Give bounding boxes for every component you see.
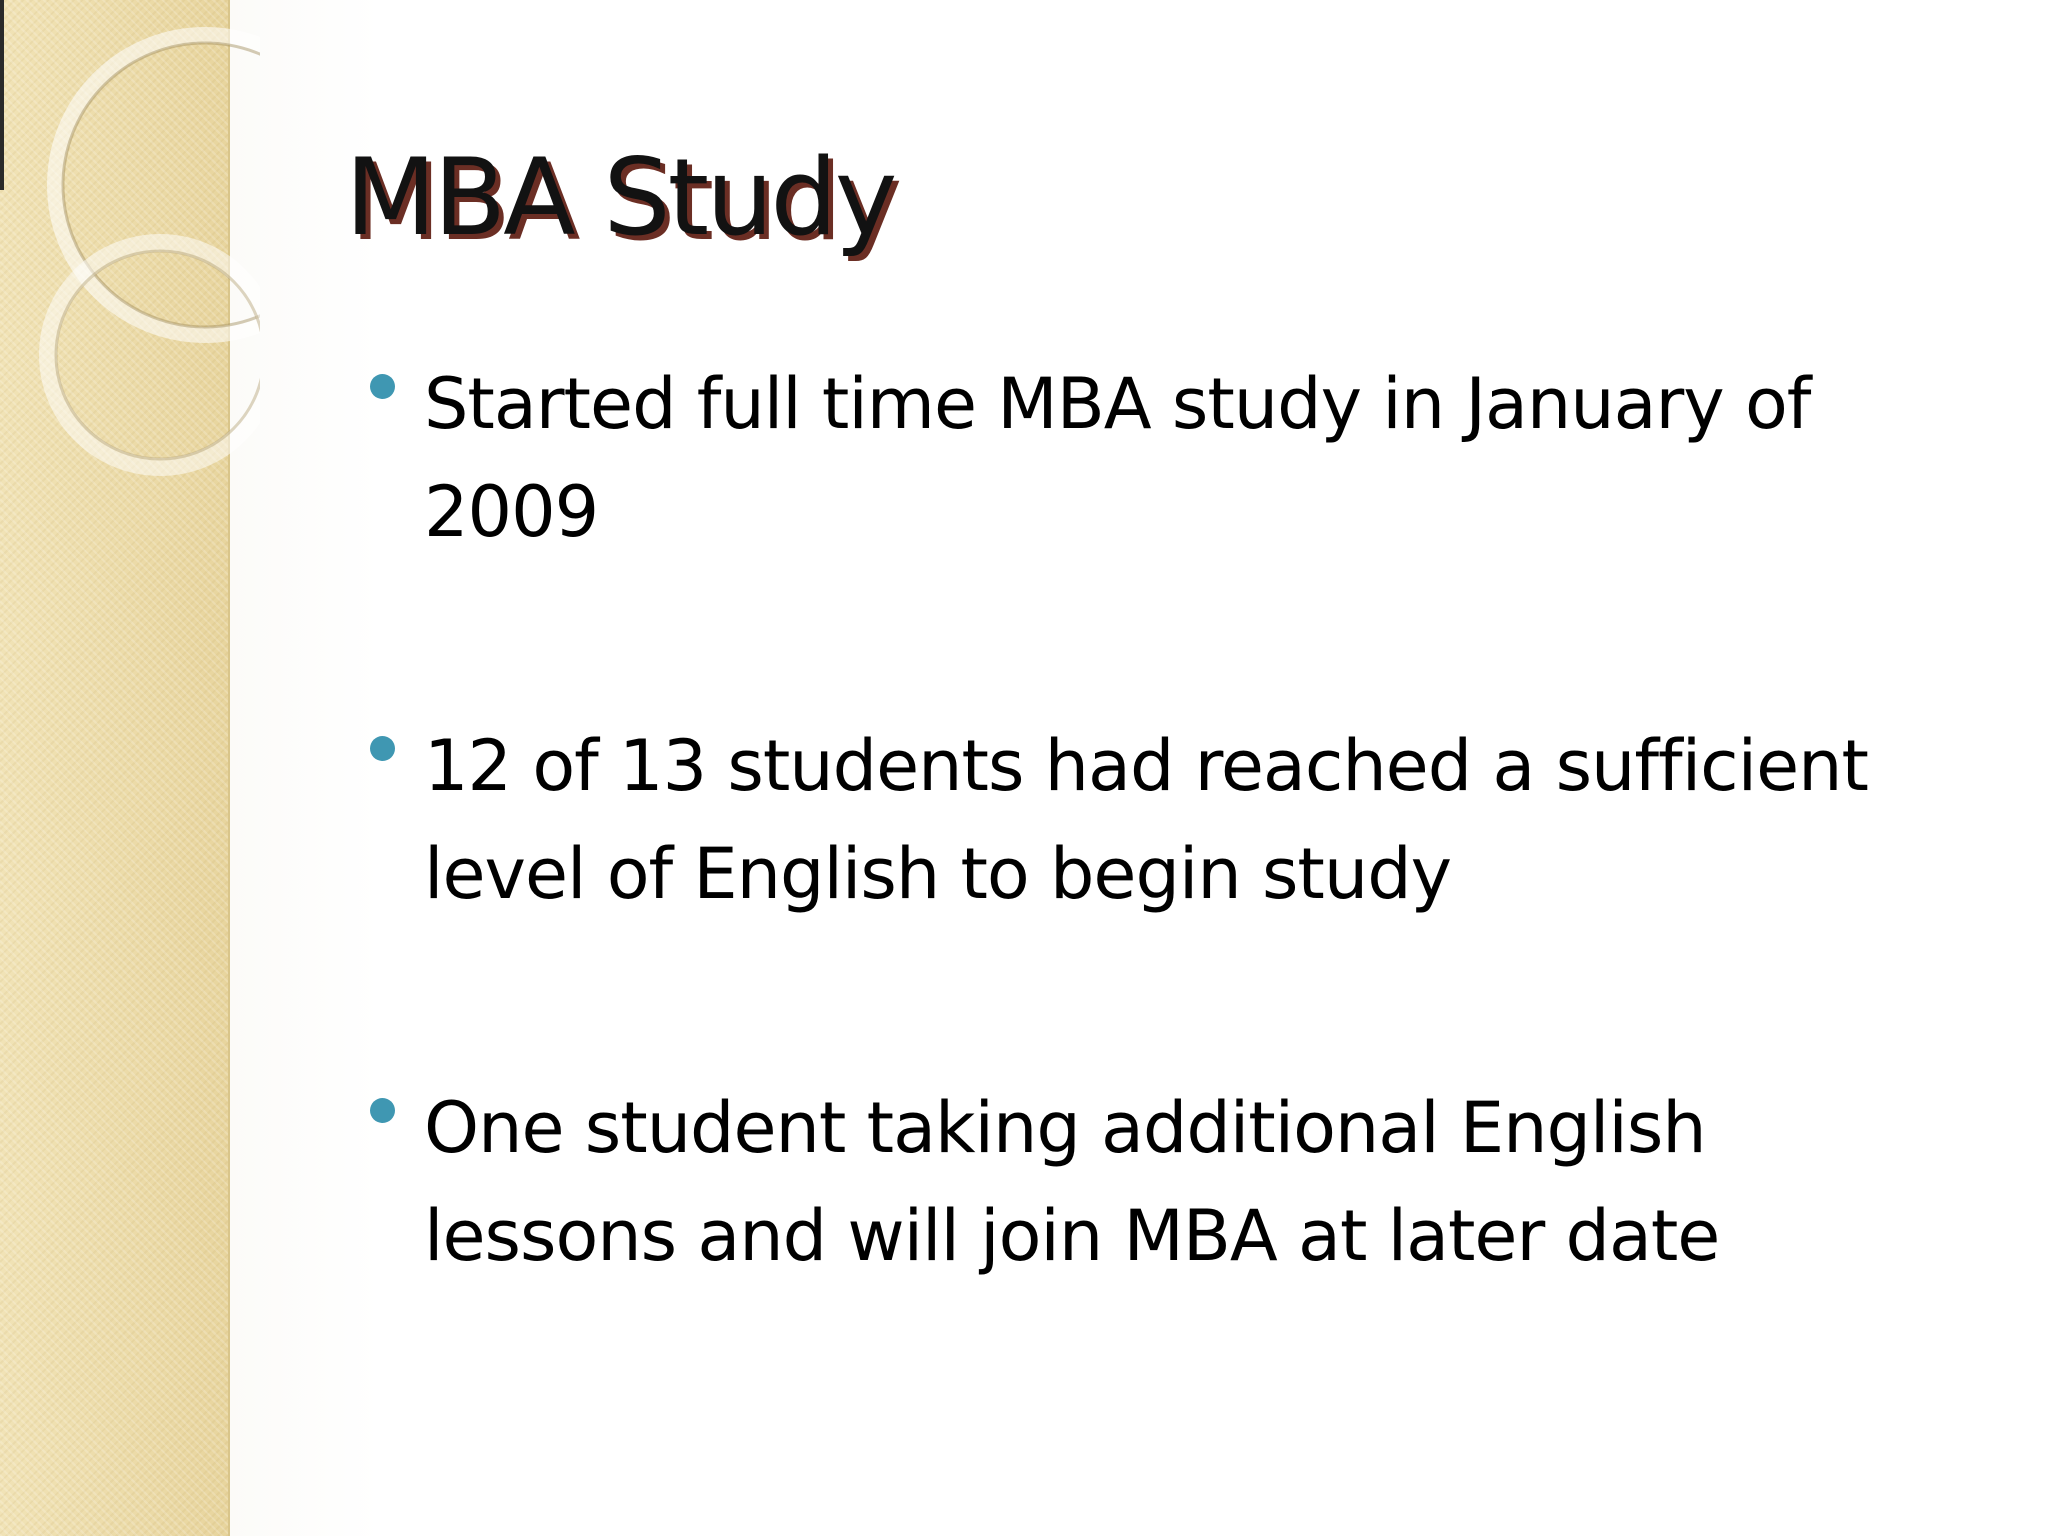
bullet-text-line: lessons and will join MBA at later date <box>424 1195 1720 1277</box>
bullet-item <box>360 712 2000 928</box>
bullet-text-line: 2009 <box>424 471 599 553</box>
slide-title: MBA Study <box>345 136 895 259</box>
bullet-text-line: Started full time MBA study in January of <box>424 363 1811 445</box>
bullet-list <box>360 350 2000 1290</box>
bullet-dot-icon <box>370 736 395 761</box>
bullet-item <box>360 350 2000 566</box>
bullet-text-line: One student taking additional English <box>424 1087 1706 1169</box>
bullet-text-line: level of English to begin study <box>424 833 1452 915</box>
decorative-ring-large <box>55 35 260 335</box>
decorative-ring-small-edge <box>56 251 260 459</box>
bullet-dot-icon <box>370 374 395 399</box>
bullet-text-line: 12 of 13 students had reached a sufficient <box>424 725 1868 807</box>
decorative-ring-icon <box>0 0 260 520</box>
bullet-dot-icon <box>370 1098 395 1123</box>
bullet-item <box>360 1074 2000 1290</box>
